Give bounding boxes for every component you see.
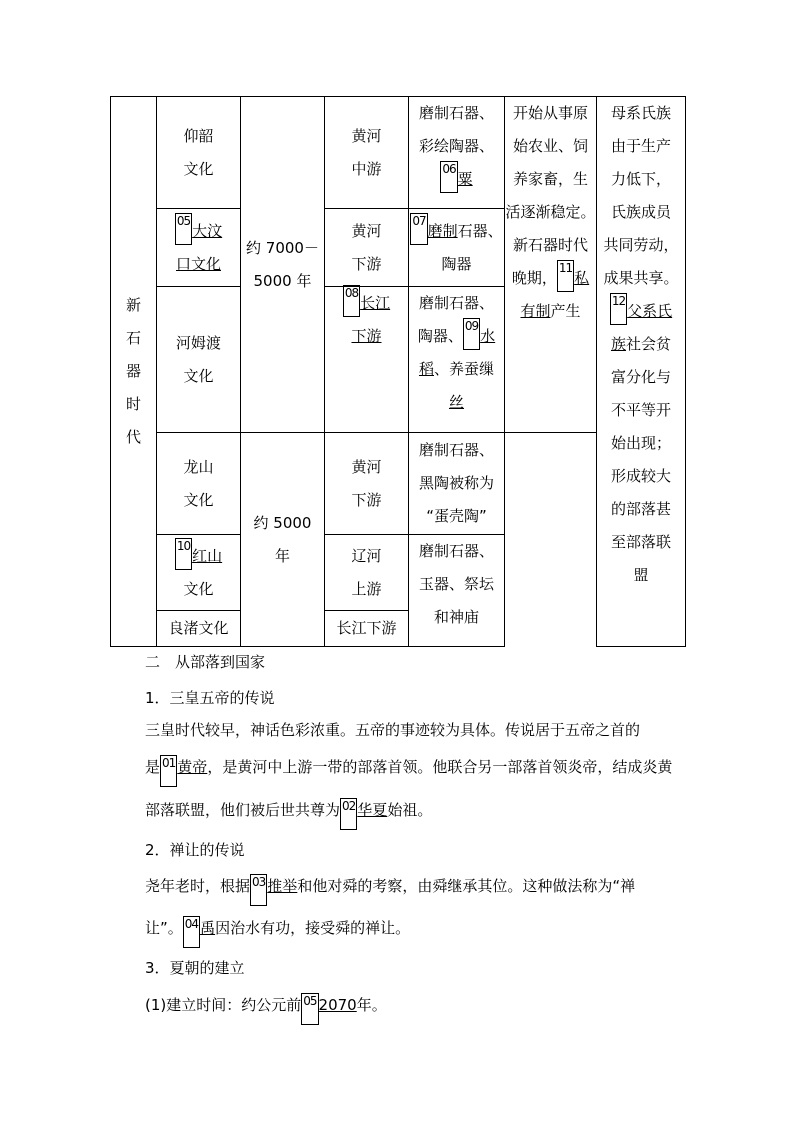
era-text: 新石器时代 bbox=[125, 296, 141, 446]
paragraph-line: 让”。 04 禹因治水有功，接受舜的禅让。 bbox=[145, 918, 410, 948]
culture-hongshan: 10红山 文化 bbox=[157, 535, 241, 611]
section-heading: 二 从部落到国家 bbox=[145, 653, 266, 671]
culture-liangzhu: 良渚文化 bbox=[157, 611, 241, 647]
feature-hemudu: 磨制石器、 陶器、09水 稻、养蚕缫 丝 bbox=[409, 287, 505, 433]
culture-dawenkou: 05大汶 口文化 bbox=[157, 209, 241, 287]
region-yangshao: 黄河 中游 bbox=[325, 97, 409, 209]
blank-number: 05 bbox=[301, 993, 318, 1025]
culture-longshan: 龙山 文化 bbox=[157, 433, 241, 535]
blank-number: 10 bbox=[175, 538, 192, 570]
feature-hongshan: 磨制石器、 玉器、祭坛 和神庙 bbox=[409, 535, 505, 647]
society-cell: 母系氏族 由于生产 力低下， 氏族成员 共同劳动， 成果共享。 12父系氏 族社会贫 富分化与 不平等开 始出现； 形成较大 的部落甚 至部落联 盟 bbox=[597, 97, 686, 647]
region-hemudu: 08长江 下游 bbox=[325, 287, 409, 433]
era-cell bbox=[111, 97, 157, 647]
blank-number: 07 bbox=[410, 213, 427, 245]
feature-dawenkou: 07磨制石器、 陶器 bbox=[409, 209, 505, 287]
paragraph-line: (1)建立时间：约公元前 05 2070年。 bbox=[145, 995, 387, 1025]
blank-number: 08 bbox=[343, 285, 360, 317]
paragraph-line: 是 01 黄帝，是黄河中上游一带的部落首领。他联合另一部落首领炎帝，结成炎黄 bbox=[145, 757, 672, 787]
period-5000: 约 5000 年 bbox=[241, 433, 325, 647]
subsection-title-2: 2．禅让的传说 bbox=[145, 841, 245, 859]
blank-number: 01 bbox=[160, 755, 177, 787]
feature-longshan: 磨制石器、 黑陶被称为 “蛋壳陶” bbox=[409, 433, 505, 535]
period-7000: 约 7000－ 5000 年 bbox=[241, 97, 325, 433]
culture-table bbox=[110, 96, 686, 647]
paragraph-line: 三皇时代较早，神话色彩浓重。五帝的事迹较为具体。传说居于五帝之首的 bbox=[145, 721, 641, 739]
subsection-title-1: 1．三皇五帝的传说 bbox=[145, 689, 275, 707]
subsection-title-3: 3．夏朝的建立 bbox=[145, 959, 245, 977]
region-liangzhu: 长江下游 bbox=[325, 611, 409, 647]
region-longshan: 黄河 下游 bbox=[325, 433, 409, 535]
paragraph-line: 尧年老时，根据 03 推举和他对舜的考察，由舜继承其位。这种做法称为“禅 bbox=[145, 876, 635, 906]
feature-yangshao: 磨制石器、 彩绘陶器、 06粟 bbox=[409, 97, 505, 209]
culture-hemudu: 河姆渡 文化 bbox=[157, 287, 241, 433]
blank-number: 11 bbox=[557, 260, 574, 292]
blank-number: 12 bbox=[610, 293, 627, 325]
region-dawenkou: 黄河 下游 bbox=[325, 209, 409, 287]
blank-number: 03 bbox=[250, 874, 267, 906]
blank-number: 09 bbox=[463, 318, 480, 350]
region-hongshan: 辽河 上游 bbox=[325, 535, 409, 611]
blank-number: 04 bbox=[183, 916, 200, 948]
blank-number: 06 bbox=[440, 161, 457, 193]
blank-number: 05 bbox=[175, 213, 192, 245]
culture-yangshao: 仰韶 文化 bbox=[157, 97, 241, 209]
economy-cell: 开始从事原 始农业、饲 养家畜，生 活逐渐稳定。 新石器时代 晚期，11私 有制产生 bbox=[505, 97, 597, 433]
blank-number: 02 bbox=[340, 798, 357, 830]
paragraph-line: 部落联盟，他们被后世共尊为 02 华夏始祖。 bbox=[145, 800, 432, 830]
